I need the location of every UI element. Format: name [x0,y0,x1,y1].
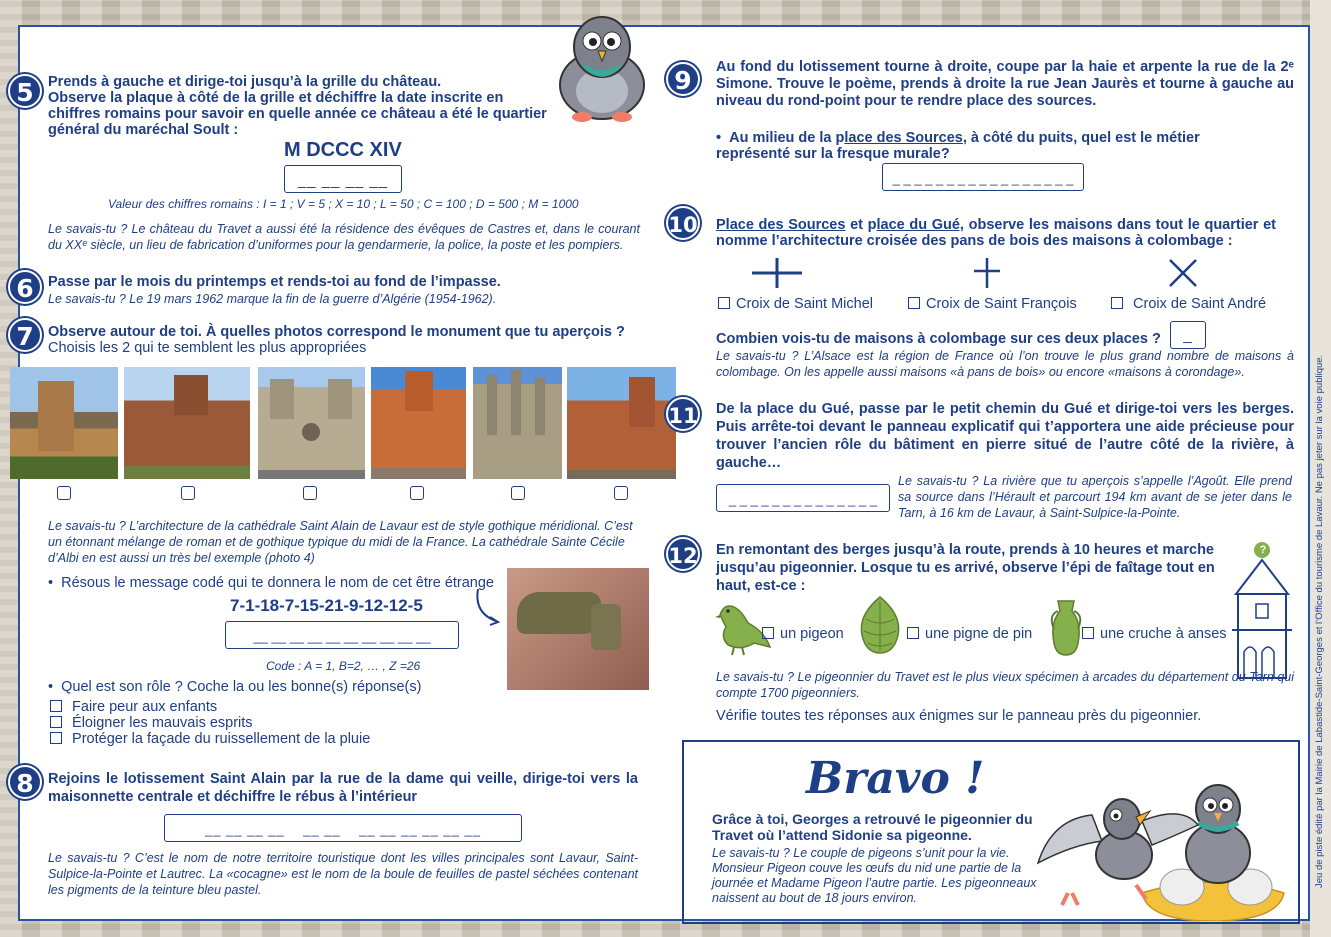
roman-key: Valeur des chiffres romains : I = 1 ; V = 5 ; X = 10 ; L = 50 ; C = 100 ; D = 500 ; M = 1000 [108,197,579,211]
role-prompt: • Quel est son rôle ? Coche la ou les bonne(s) réponse(s) [48,679,422,695]
step-10-title: Place des Sources et place du Gué, observe les maisons dans tout le quartier et nomme l’architecture croisée des pans de bois des maisons à colombage : [716,217,1276,249]
bravo-text: Grâce à toi, Georges a retrouvé le pigeonnier du Travet où l’attend Sidonie sa pigeonne. [712,811,1033,843]
houses-count-field[interactable]: _ [1170,321,1206,349]
step-5-title: Prends à gauche et dirige-toi jusqu’à la grille du château. [48,74,442,90]
photo-3-notre-dame [258,367,365,479]
step-6-title: Passe par le mois du printemps et rends-toi au fond de l’impasse. [48,274,501,290]
pigeonnier-icon [1222,540,1294,680]
code-answer-field[interactable]: __ __ __ __ __ __ __ __ __ __ [225,621,459,649]
cross-saint-michel-icon [750,256,804,290]
step-number-7: 7 [8,318,42,352]
step-8-title: Rejoins le lotissement Saint Alain par la rue de la dame qui veille, dirige-toi vers la maisonnette centrale et déchiffre le rébus à l’intérieur [48,771,638,805]
code-prompt-text: Résous le message codé qui te donnera le nom de cet être étrange [61,575,494,591]
cross-option-1[interactable]: Croix de Saint Michel [718,296,873,312]
rebus-answer-field[interactable]: __ __ __ __ __ __ __ __ __ __ __ __ [164,814,522,842]
photo-6-cathedral [567,367,676,479]
step-11-title: De la place du Gué, passe par le petit chemin du Gué et dirige-toi vers les berges. Puis arrête-toi devant le panneau explicatif qui t’apportera une aide précieuse pour trouver l’ancien rôle du bâtiment en pierre situé de l’autre côté de la rivière, à gauche… [716,401,1294,471]
step-5-fact: Le savais-tu ? Le château du Travet a aussi été la résidence des évêques de Castres et, dans le courant du XXᵉ siècle, un lieu de fabrication d’uniformes pour la gendarmerie, la police, la poste et les pompiers. [48,222,640,252]
photo-5-checkbox[interactable] [511,486,525,500]
step-12-fact: Le savais-tu ? Le pigeonnier du Travet est le plus vieux spécimen à arcades du département du Tarn qui compte 1700 pigeonniers. [716,670,1294,700]
step-9-title: Au fond du lotissement tourne à droite, coupe par la haie et arpente la rue de la 2ᵉ Simone. Trouve le poème, prends à droite la rue Jean Jaurès et tourne à gauche au niveau du rond-point pour te rendre place des sources. [716,59,1294,109]
photo-1-church [10,367,118,479]
step-5-text: Observe la plaque à côté de la grille et déchiffre la date inscrite en chiffres romains pour savoir en quelle année ce château a été le quartier général du maréchal Soult : [48,90,547,138]
step-number-8: 8 [8,765,42,799]
role-option-3[interactable]: Protéger la façade du ruissellement de la pluie [50,731,370,747]
step-9-question: • Au milieu de la place des Sources, à côté du puits, quel est le métier représenté sur la fresque murale? [716,130,1200,162]
houses-question: Combien vois-tu de maisons à colombage sur ces deux places ? [716,331,1161,347]
cross-saint-andre-icon [1168,258,1198,288]
code-key: Code : A = 1, B=2, … , Z =26 [266,659,421,673]
activity-sheet [18,25,1310,921]
step-7-subtitle: Choisis les 2 qui te semblent les plus appropriées [48,340,367,356]
side-credits: Jeu de piste édité par la Mairie de Labastide-Saint-Georges et l’Office du tourisme de Lavaur. Ne pas jeter sur la voie publique. [1314,354,1325,888]
photo-4-albi-cathedral [371,367,466,479]
verify-note: Vérifie toutes tes réponses aux énigmes sur le panneau près du pigeonnier. [716,708,1202,724]
step-8-fact: Le savais-tu ? C’est le nom de notre territoire touristique dont les villes principales sont Lavaur, Saint-Sulpice-la-Pointe et Lautrec. La «cocagne» est le nom de la boule de feuilles de pastel séchées contenant les pigments de la teinture bleu pastel. [48,851,638,897]
role-option-2[interactable]: Éloigner les mauvais esprits [50,715,253,731]
jug-icon [1048,599,1084,657]
step-number-9: 9 [666,62,700,96]
code-message: 7-1-18-7-15-21-9-12-12-5 [230,596,423,615]
step-number-10: 10 [666,206,700,240]
step-6-fact: Le savais-tu ? Le 19 mars 1962 marque la fin de la guerre d’Algérie (1954-1962). [48,292,497,306]
finial-option-pine-cone[interactable]: une pigne de pin [907,626,1032,642]
bravo-title: Bravo ! [806,753,985,804]
photo-1-checkbox[interactable] [57,486,71,500]
cross-option-2[interactable]: Croix de Saint François [908,296,1077,312]
pigeon-couple-icon [1032,775,1294,921]
photo-2-church [124,367,250,479]
photo-5-sagrada-familia [473,367,562,479]
arrow-icon [472,587,502,627]
step-11-fact: Le savais-tu ? La rivière que tu aperçois s’appelle l’Agoût. Elle prend sa source dans l’Hérault et parcourt 194 km avant de se jeter dans le Tarn, à 16 km de Lavaur, à Saint-Sulpice-la-Pointe. [898,474,1292,520]
photo-2-checkbox[interactable] [181,486,195,500]
role-option-1[interactable]: Faire peur aux enfants [50,699,217,715]
step-7-fact: Le savais-tu ? L’architecture de la cathédrale Saint Alain de Lavaur est de style gothique méridional. C’est un étonnant mélange de roman et de gothique typique du midi de la France. La cathédrale Sainte Cécile d’Albi en est aussi un très bel exemple (photo 4) [48,519,633,565]
finial-option-pigeon[interactable]: un pigeon [762,626,844,642]
cross-option-3[interactable]: Croix de Saint André [1111,296,1266,312]
question-mark-badge: ? [1256,543,1270,557]
photo-4-checkbox[interactable] [410,486,424,500]
step-10-fact: Le savais-tu ? L’Alsace est la région de France où l’on trouve le plus grand nombre de maisons à colombage. On les appelle aussi maisons «à pans de bois» ou encore «maisons à corondage». [716,349,1294,379]
step-number-5: 5 [8,74,42,108]
step-12-title: En remontant des berges jusqu’à la route, prends à 10 heures et marche jusqu’au pigeonnier. Losque tu es arrivé, observe l’épi de faîtage tout en haut, est-ce : [716,542,1215,594]
step-7-title: Observe autour de toi. À quelles photos correspond le monument que tu aperçois ? [48,324,625,340]
role-prompt-text: Quel est son rôle ? Coche la ou les bonne(s) réponse(s) [61,679,422,695]
step-number-12: 12 [666,537,700,571]
photo-6-checkbox[interactable] [614,486,628,500]
photo-3-checkbox[interactable] [303,486,317,500]
roman-date: M DCCC XIV [284,139,402,161]
code-prompt: • Résous le message codé qui te donnera le nom de cet être étrange [48,575,494,591]
cross-saint-francois-icon [972,256,1002,290]
pine-cone-icon [856,595,904,655]
step-number-6: 6 [8,270,42,304]
finial-option-jug[interactable]: une cruche à anses [1082,626,1227,642]
step-number-11: 11 [666,397,700,431]
bravo-fact: Le savais-tu ? Le couple de pigeons s’unit pour la vie. Monsieur Pigeon couve les œufs du nid une partie de la journée et Madame Pigeon l’autre partie. Les pigeonneaux naissent au bout de 18 jours environ. [712,846,1037,905]
job-answer-field[interactable]: _ _ _ _ _ _ _ _ _ _ _ _ _ _ _ _ _ [882,163,1084,191]
roman-answer-field[interactable]: __ __ __ __ [284,165,402,193]
gargoyle-photo [507,568,649,690]
pigeon-mascot-icon [548,11,656,123]
building-role-field[interactable]: _ _ _ _ _ _ _ _ _ _ _ _ _ _ [716,484,890,512]
